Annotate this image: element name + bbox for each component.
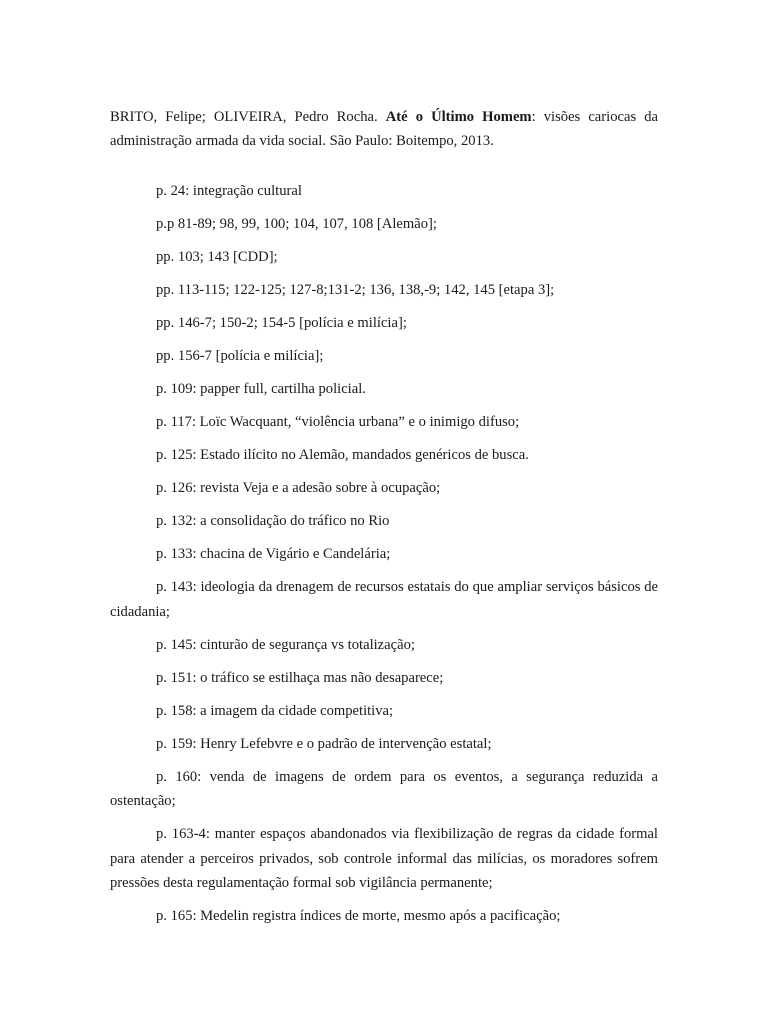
note-item: p. 132: a consolidação do tráfico no Rio — [156, 513, 390, 529]
note-item: pp. 113-115; 122-125; 127-8;131-2; 136, 138,-9; 142, 145 [etapa 3]; — [156, 282, 555, 298]
bibliographic-citation — [110, 105, 658, 154]
note-item: pp. 146-7; 150-2; 154-5 [polícia e milícia]; — [156, 315, 407, 331]
note-item: p. 133: chacina de Vigário e Candelária; — [156, 546, 391, 562]
citation-authors: BRITO, Felipe; OLIVEIRA, Pedro Rocha. — [110, 108, 386, 125]
note-item: pp. 156-7 [polícia e milícia]; — [156, 348, 324, 364]
note-item: p. 109: papper full, cartilha policial. — [156, 381, 366, 397]
page-notes-list — [110, 179, 658, 937]
note-item: p. 126: revista Veja e a adesão sobre à ocupação; — [156, 480, 441, 496]
note-item: p.p 81-89; 98, 99, 100; 104, 107, 108 [Alemão]; — [156, 216, 437, 232]
note-item: p. 165: Medelin registra índices de morte, mesmo após a pacificação; — [156, 908, 561, 924]
note-item: p. 145: cinturão de segurança vs totalização; — [156, 636, 415, 653]
note-item: p. 24: integração cultural — [156, 183, 302, 199]
note-item: p. 158: a imagem da cidade competitiva; — [156, 702, 394, 719]
note-item: pp. 103; 143 [CDD]; — [156, 249, 278, 265]
note-item: p. 151: o tráfico se estilhaça mas não desaparece; — [156, 669, 444, 686]
note-item: p. 163-4: manter espaços abandonados via flexibilização de regras da cidade formal para atender a perceiros privados, sob controle informal das milícias, os moradores sofrem pressões desta regulamentação formal sob vigilância permanente; — [110, 826, 658, 891]
note-item: p. 159: Henry Lefebvre e o padrão de intervenção estatal; — [156, 735, 492, 752]
note-item: p. 143: ideologia da drenagem de recursos estatais do que ampliar serviços básicos de cidadania; — [110, 579, 658, 620]
citation-title: Até o Último Homem — [385, 108, 532, 125]
note-item: p. 160: venda de imagens de ordem para os eventos, a segurança reduzida a ostentação; — [110, 768, 658, 809]
note-item: p. 125: Estado ilícito no Alemão, mandados genéricos de busca. — [156, 447, 529, 463]
note-item: p. 117: Loïc Wacquant, “violência urbana” e o inimigo difuso; — [156, 414, 520, 430]
citation-details: : visões cariocas da administração armada da vida social. São Paulo: Boitempo, 2013. — [110, 108, 658, 150]
